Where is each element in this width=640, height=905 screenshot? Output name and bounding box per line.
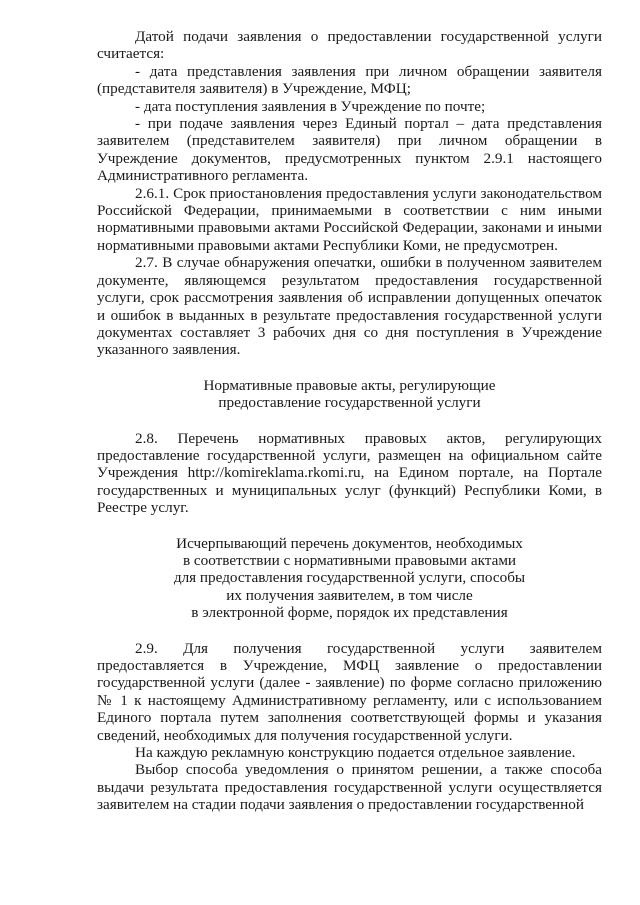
heading-line: в соответствии с нормативными правовыми актами	[182, 551, 517, 569]
paragraph-2-9: 2.9. Для получения государственной услуги заявителем предоставляется в Учреждение, МФЦ заявление о предоставлении государственной услуги (далее - заявление) по форме согласно приложению № 1 к настоящему Административному регламенту, или с использованием Единого портала путем заполнения соответствующей формы и указания сведений, необходимых для получения государственной услуги.	[97, 639, 602, 744]
section-heading-legal-acts	[97, 377, 602, 412]
heading-line: их получения заявителем, в том числе	[226, 586, 473, 604]
list-item-personal-visit: - дата представления заявления при личном обращении заявителя (представителя заявителя) в Учреждение, МФЦ;	[97, 62, 602, 98]
paragraph-submission-date: Датой подачи заявления о предоставлении государственной услуги считается:	[97, 28, 602, 63]
paragraph-2-6-1: 2.6.1. Срок приостановления предоставления услуги законодательством Российской Федерации, принимаемыми в соответствии с ним иными нормативными правовыми актами Российской Федерации, законами и иными нормативными правовыми актами Республики Коми, не предусмотрен.	[97, 184, 602, 254]
section-heading-documents-list	[97, 535, 602, 622]
list-item-unified-portal: - при подаче заявления через Единый портал – дата представления заявителем (представителем заявителя) при личном обращении в Учреждение документов, предусмотренных пунктом 2.9.1 настоящего Административного регламента.	[97, 115, 602, 185]
list-item-mail: - дата поступления заявления в Учреждение по почте;	[135, 97, 486, 115]
paragraph-notification-method: Выбор способа уведомления о принятом решении, а также способа выдачи результата предоставления государственной услуги осуществляется заявителем на стадии подачи заявления о предоставлении государственной	[97, 761, 602, 814]
heading-line: Нормативные правовые акты, регулирующие	[203, 376, 496, 394]
heading-line: Исчерпывающий перечень документов, необходимых	[176, 534, 523, 552]
heading-line: предоставление государственной услуги	[218, 394, 481, 412]
paragraph-separate-application: На каждую рекламную конструкцию подается отдельное заявление.	[135, 744, 576, 762]
heading-line: для предоставления государственной услуги, способы	[173, 569, 526, 587]
heading-line: в электронной форме, порядок их представления	[191, 604, 508, 622]
paragraph-2-7: 2.7. В случае обнаружения опечатки, ошибки в полученном заявителем документе, являющемся результатом предоставления государственной услуги, срок рассмотрения заявления об исправлении допущенных опечаток и ошибок в выданных в результате предоставления государственной услуги документах составляет 3 рабочих дня со дня поступления в Учреждение указанного заявления.	[97, 254, 602, 359]
paragraph-2-8: 2.8. Перечень нормативных правовых актов, регулирующих предоставление государственной услуги, размещен на официальном сайте Учреждения http://komireklama.rkomi.ru, на Едином портале, на Портале государственных и муниципальных услуг (функций) Республики Коми, в Реестре услуг.	[97, 429, 602, 517]
document-page	[97, 28, 602, 814]
